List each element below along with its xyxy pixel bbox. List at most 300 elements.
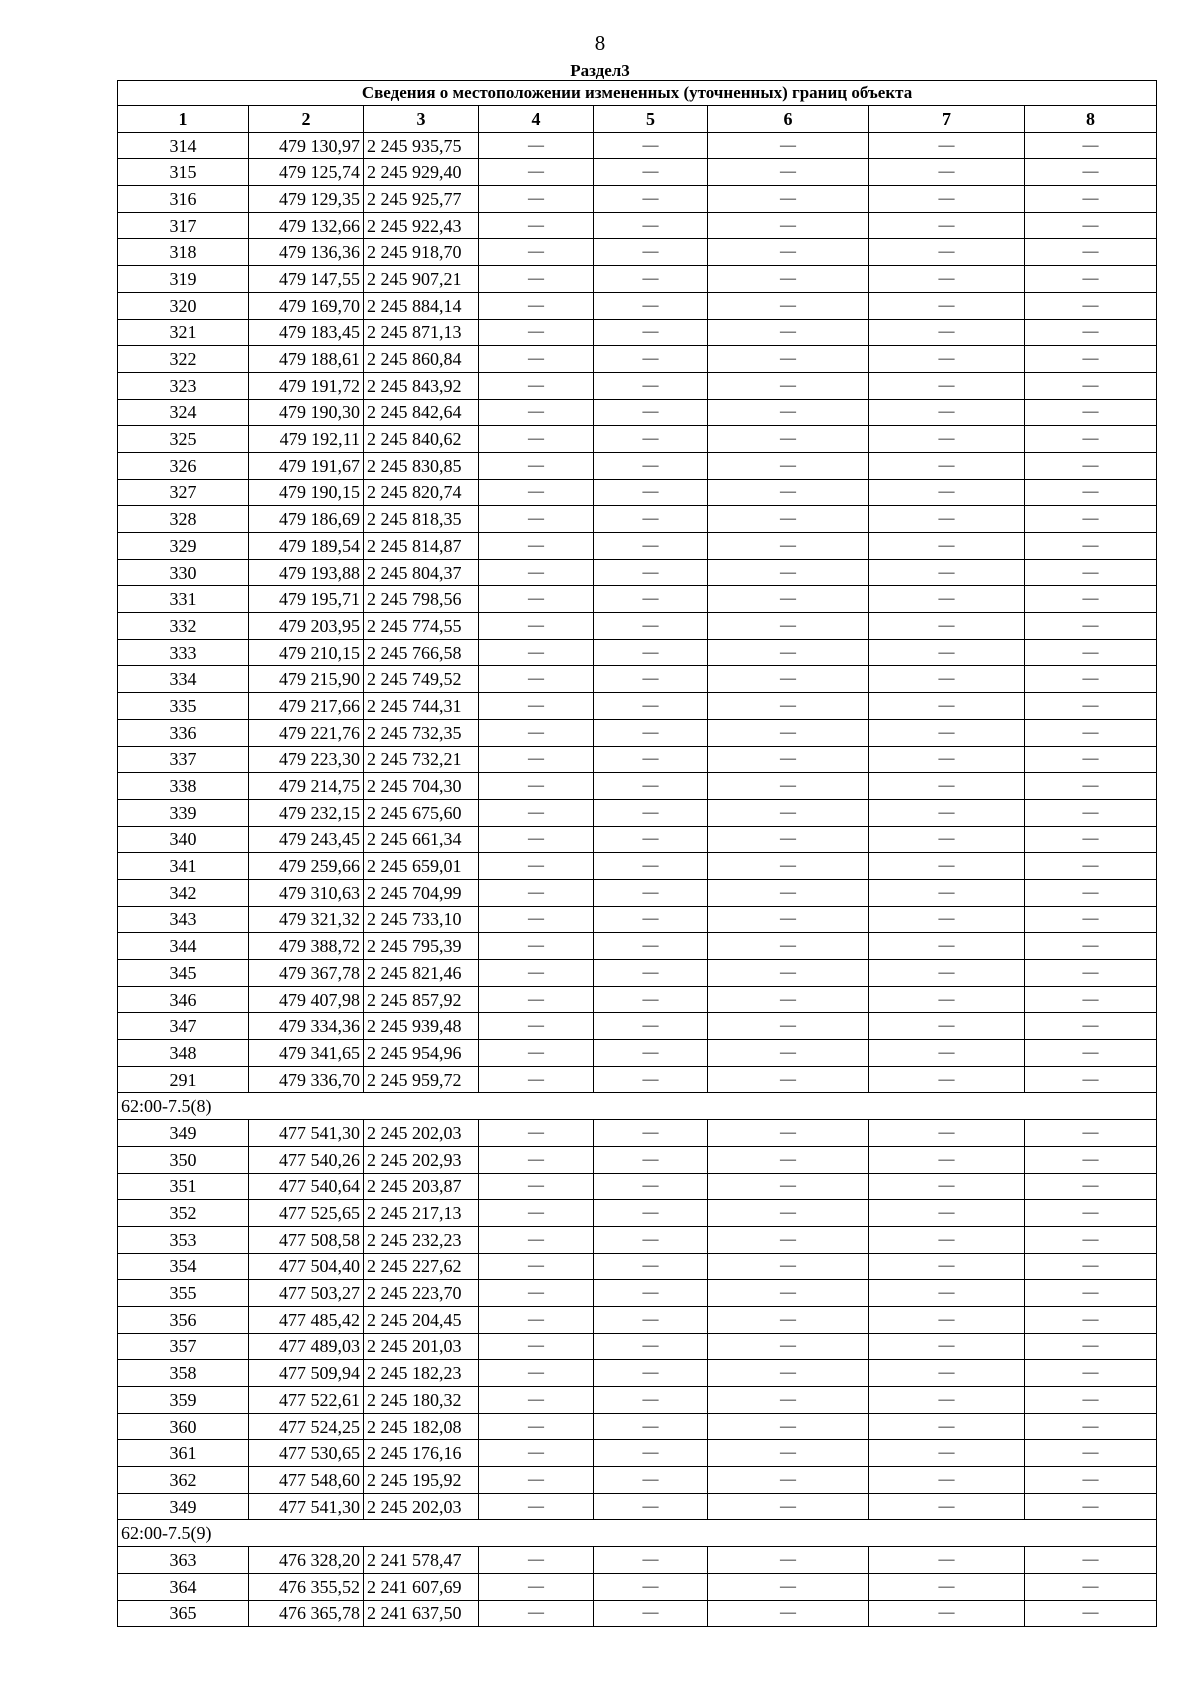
empty-dash-cell: — bbox=[479, 1600, 594, 1627]
empty-dash-cell: — bbox=[708, 693, 869, 720]
empty-dash-cell: — bbox=[708, 1493, 869, 1520]
empty-dash-cell: — bbox=[869, 186, 1025, 213]
table-row bbox=[118, 506, 1157, 533]
table-row bbox=[118, 1573, 1157, 1600]
empty-dash-cell: — bbox=[1025, 1226, 1157, 1253]
empty-dash-cell: — bbox=[479, 719, 594, 746]
x-coordinate-cell: 479 367,78 bbox=[249, 960, 364, 987]
x-coordinate-cell: 477 541,30 bbox=[249, 1493, 364, 1520]
y-coordinate-cell: 2 245 798,56 bbox=[364, 586, 479, 613]
empty-dash-cell: — bbox=[594, 1360, 708, 1387]
empty-dash-cell: — bbox=[1025, 533, 1157, 560]
y-coordinate-cell: 2 245 204,45 bbox=[364, 1306, 479, 1333]
empty-dash-cell: — bbox=[1025, 693, 1157, 720]
point-number-cell: 342 bbox=[118, 879, 249, 906]
y-coordinate-cell: 2 245 884,14 bbox=[364, 292, 479, 319]
point-number-cell: 332 bbox=[118, 613, 249, 640]
point-number-cell: 345 bbox=[118, 960, 249, 987]
empty-dash-cell: — bbox=[594, 399, 708, 426]
empty-dash-cell: — bbox=[594, 1573, 708, 1600]
empty-dash-cell: — bbox=[479, 452, 594, 479]
empty-dash-cell: — bbox=[479, 853, 594, 880]
point-number-cell: 343 bbox=[118, 906, 249, 933]
empty-dash-cell: — bbox=[869, 639, 1025, 666]
empty-dash-cell: — bbox=[1025, 1120, 1157, 1147]
empty-dash-cell: — bbox=[479, 1387, 594, 1414]
empty-dash-cell: — bbox=[869, 452, 1025, 479]
empty-dash-cell: — bbox=[479, 1440, 594, 1467]
empty-dash-cell: — bbox=[594, 1440, 708, 1467]
x-coordinate-cell: 479 183,45 bbox=[249, 319, 364, 346]
empty-dash-cell: — bbox=[869, 426, 1025, 453]
x-coordinate-cell: 477 485,42 bbox=[249, 1306, 364, 1333]
empty-dash-cell: — bbox=[594, 1200, 708, 1227]
empty-dash-cell: — bbox=[594, 452, 708, 479]
empty-dash-cell: — bbox=[1025, 639, 1157, 666]
x-coordinate-cell: 476 328,20 bbox=[249, 1547, 364, 1574]
empty-dash-cell: — bbox=[1025, 452, 1157, 479]
empty-dash-cell: — bbox=[479, 1146, 594, 1173]
y-coordinate-cell: 2 245 918,70 bbox=[364, 239, 479, 266]
x-coordinate-cell: 479 334,36 bbox=[249, 1013, 364, 1040]
empty-dash-cell: — bbox=[869, 1467, 1025, 1494]
point-number-cell: 359 bbox=[118, 1387, 249, 1414]
empty-dash-cell: — bbox=[708, 613, 869, 640]
empty-dash-cell: — bbox=[594, 1387, 708, 1414]
page-number: 8 bbox=[594, 31, 606, 55]
empty-dash-cell: — bbox=[708, 533, 869, 560]
x-coordinate-cell: 479 130,97 bbox=[249, 132, 364, 159]
empty-dash-cell: — bbox=[1025, 372, 1157, 399]
empty-dash-cell: — bbox=[869, 1440, 1025, 1467]
empty-dash-cell: — bbox=[1025, 1440, 1157, 1467]
x-coordinate-cell: 477 509,94 bbox=[249, 1360, 364, 1387]
empty-dash-cell: — bbox=[479, 239, 594, 266]
empty-dash-cell: — bbox=[869, 372, 1025, 399]
empty-dash-cell: — bbox=[1025, 1200, 1157, 1227]
empty-dash-cell: — bbox=[708, 1547, 869, 1574]
empty-dash-cell: — bbox=[1025, 986, 1157, 1013]
empty-dash-cell: — bbox=[1025, 1013, 1157, 1040]
empty-dash-cell: — bbox=[479, 613, 594, 640]
empty-dash-cell: — bbox=[594, 826, 708, 853]
point-number-cell: 357 bbox=[118, 1333, 249, 1360]
empty-dash-cell: — bbox=[594, 506, 708, 533]
empty-dash-cell: — bbox=[1025, 159, 1157, 186]
empty-dash-cell: — bbox=[479, 1306, 594, 1333]
empty-dash-cell: — bbox=[708, 666, 869, 693]
empty-dash-cell: — bbox=[869, 132, 1025, 159]
empty-dash-cell: — bbox=[479, 292, 594, 319]
empty-dash-cell: — bbox=[708, 1226, 869, 1253]
point-number-cell: 325 bbox=[118, 426, 249, 453]
y-coordinate-cell: 2 245 774,55 bbox=[364, 613, 479, 640]
empty-dash-cell: — bbox=[869, 960, 1025, 987]
y-coordinate-cell: 2 245 675,60 bbox=[364, 799, 479, 826]
empty-dash-cell: — bbox=[479, 132, 594, 159]
empty-dash-cell: — bbox=[479, 1253, 594, 1280]
empty-dash-cell: — bbox=[1025, 746, 1157, 773]
empty-dash-cell: — bbox=[479, 159, 594, 186]
empty-dash-cell: — bbox=[1025, 826, 1157, 853]
y-coordinate-cell: 2 245 860,84 bbox=[364, 346, 479, 373]
y-coordinate-cell: 2 245 704,99 bbox=[364, 879, 479, 906]
table-row bbox=[118, 479, 1157, 506]
table-row bbox=[118, 292, 1157, 319]
empty-dash-cell: — bbox=[708, 799, 869, 826]
empty-dash-cell: — bbox=[869, 292, 1025, 319]
empty-dash-cell: — bbox=[1025, 1253, 1157, 1280]
point-number-cell: 318 bbox=[118, 239, 249, 266]
empty-dash-cell: — bbox=[869, 319, 1025, 346]
table-row bbox=[118, 1360, 1157, 1387]
table-row bbox=[118, 1387, 1157, 1414]
empty-dash-cell: — bbox=[594, 1547, 708, 1574]
empty-dash-cell: — bbox=[594, 1306, 708, 1333]
empty-dash-cell: — bbox=[708, 132, 869, 159]
point-number-cell: 328 bbox=[118, 506, 249, 533]
empty-dash-cell: — bbox=[479, 1573, 594, 1600]
point-number-cell: 364 bbox=[118, 1573, 249, 1600]
point-number-cell: 323 bbox=[118, 372, 249, 399]
empty-dash-cell: — bbox=[479, 586, 594, 613]
table-row bbox=[118, 773, 1157, 800]
empty-dash-cell: — bbox=[869, 1146, 1025, 1173]
empty-dash-cell: — bbox=[1025, 1040, 1157, 1067]
table-row bbox=[118, 559, 1157, 586]
column-header: 4 bbox=[479, 106, 594, 133]
empty-dash-cell: — bbox=[869, 1120, 1025, 1147]
empty-dash-cell: — bbox=[594, 1226, 708, 1253]
point-number-cell: 356 bbox=[118, 1306, 249, 1333]
table-row bbox=[118, 1066, 1157, 1093]
empty-dash-cell: — bbox=[479, 906, 594, 933]
point-number-cell: 337 bbox=[118, 746, 249, 773]
empty-dash-cell: — bbox=[594, 799, 708, 826]
empty-dash-cell: — bbox=[708, 1120, 869, 1147]
x-coordinate-cell: 477 548,60 bbox=[249, 1467, 364, 1494]
empty-dash-cell: — bbox=[594, 879, 708, 906]
column-header: 2 bbox=[249, 106, 364, 133]
x-coordinate-cell: 479 214,75 bbox=[249, 773, 364, 800]
empty-dash-cell: — bbox=[1025, 773, 1157, 800]
empty-dash-cell: — bbox=[594, 479, 708, 506]
empty-dash-cell: — bbox=[708, 1360, 869, 1387]
x-coordinate-cell: 477 540,26 bbox=[249, 1146, 364, 1173]
table-row bbox=[118, 1146, 1157, 1173]
empty-dash-cell: — bbox=[479, 986, 594, 1013]
empty-dash-cell: — bbox=[708, 1146, 869, 1173]
x-coordinate-cell: 479 132,66 bbox=[249, 212, 364, 239]
empty-dash-cell: — bbox=[708, 1013, 869, 1040]
empty-dash-cell: — bbox=[479, 933, 594, 960]
x-coordinate-cell: 479 125,74 bbox=[249, 159, 364, 186]
empty-dash-cell: — bbox=[869, 1333, 1025, 1360]
point-number-cell: 361 bbox=[118, 1440, 249, 1467]
column-header: 1 bbox=[118, 106, 249, 133]
y-coordinate-cell: 2 245 182,23 bbox=[364, 1360, 479, 1387]
x-coordinate-cell: 479 388,72 bbox=[249, 933, 364, 960]
x-coordinate-cell: 479 232,15 bbox=[249, 799, 364, 826]
empty-dash-cell: — bbox=[869, 719, 1025, 746]
table-row bbox=[118, 613, 1157, 640]
group-label: 62:00-7.5(8) bbox=[118, 1093, 1157, 1120]
empty-dash-cell: — bbox=[1025, 960, 1157, 987]
empty-dash-cell: — bbox=[479, 1040, 594, 1067]
empty-dash-cell: — bbox=[594, 613, 708, 640]
table-row bbox=[118, 346, 1157, 373]
x-coordinate-cell: 479 243,45 bbox=[249, 826, 364, 853]
empty-dash-cell: — bbox=[594, 1333, 708, 1360]
empty-dash-cell: — bbox=[869, 799, 1025, 826]
table-row bbox=[118, 319, 1157, 346]
x-coordinate-cell: 477 522,61 bbox=[249, 1387, 364, 1414]
point-number-cell: 360 bbox=[118, 1413, 249, 1440]
empty-dash-cell: — bbox=[869, 986, 1025, 1013]
y-coordinate-cell: 2 245 935,75 bbox=[364, 132, 479, 159]
empty-dash-cell: — bbox=[869, 1280, 1025, 1307]
x-coordinate-cell: 479 136,36 bbox=[249, 239, 364, 266]
empty-dash-cell: — bbox=[594, 159, 708, 186]
table-row bbox=[118, 986, 1157, 1013]
point-number-cell: 347 bbox=[118, 1013, 249, 1040]
y-coordinate-cell: 2 245 959,72 bbox=[364, 1066, 479, 1093]
empty-dash-cell: — bbox=[869, 773, 1025, 800]
empty-dash-cell: — bbox=[1025, 1173, 1157, 1200]
table-row bbox=[118, 639, 1157, 666]
y-coordinate-cell: 2 245 840,62 bbox=[364, 426, 479, 453]
empty-dash-cell: — bbox=[1025, 1333, 1157, 1360]
empty-dash-cell: — bbox=[594, 1413, 708, 1440]
empty-dash-cell: — bbox=[869, 533, 1025, 560]
table-row bbox=[118, 853, 1157, 880]
x-coordinate-cell: 479 221,76 bbox=[249, 719, 364, 746]
empty-dash-cell: — bbox=[869, 399, 1025, 426]
x-coordinate-cell: 477 503,27 bbox=[249, 1280, 364, 1307]
table-row bbox=[118, 693, 1157, 720]
empty-dash-cell: — bbox=[479, 1066, 594, 1093]
empty-dash-cell: — bbox=[708, 186, 869, 213]
table-row bbox=[118, 426, 1157, 453]
empty-dash-cell: — bbox=[708, 906, 869, 933]
point-number-cell: 348 bbox=[118, 1040, 249, 1067]
table-row bbox=[118, 399, 1157, 426]
empty-dash-cell: — bbox=[869, 1066, 1025, 1093]
empty-dash-cell: — bbox=[594, 986, 708, 1013]
point-number-cell: 346 bbox=[118, 986, 249, 1013]
point-number-cell: 331 bbox=[118, 586, 249, 613]
empty-dash-cell: — bbox=[1025, 799, 1157, 826]
empty-dash-cell: — bbox=[594, 719, 708, 746]
empty-dash-cell: — bbox=[869, 1387, 1025, 1414]
y-coordinate-cell: 2 245 939,48 bbox=[364, 1013, 479, 1040]
table-row bbox=[118, 879, 1157, 906]
empty-dash-cell: — bbox=[479, 1226, 594, 1253]
empty-dash-cell: — bbox=[708, 746, 869, 773]
empty-dash-cell: — bbox=[1025, 1413, 1157, 1440]
x-coordinate-cell: 479 188,61 bbox=[249, 346, 364, 373]
empty-dash-cell: — bbox=[594, 693, 708, 720]
y-coordinate-cell: 2 245 202,03 bbox=[364, 1493, 479, 1520]
y-coordinate-cell: 2 245 661,34 bbox=[364, 826, 479, 853]
y-coordinate-cell: 2 245 232,23 bbox=[364, 1226, 479, 1253]
empty-dash-cell: — bbox=[708, 586, 869, 613]
empty-dash-cell: — bbox=[594, 1040, 708, 1067]
point-number-cell: 322 bbox=[118, 346, 249, 373]
empty-dash-cell: — bbox=[1025, 613, 1157, 640]
empty-dash-cell: — bbox=[869, 586, 1025, 613]
empty-dash-cell: — bbox=[869, 479, 1025, 506]
empty-dash-cell: — bbox=[1025, 479, 1157, 506]
empty-dash-cell: — bbox=[594, 853, 708, 880]
table-row bbox=[118, 1253, 1157, 1280]
empty-dash-cell: — bbox=[594, 1600, 708, 1627]
empty-dash-cell: — bbox=[594, 1120, 708, 1147]
empty-dash-cell: — bbox=[708, 479, 869, 506]
empty-dash-cell: — bbox=[869, 666, 1025, 693]
x-coordinate-cell: 479 191,67 bbox=[249, 452, 364, 479]
point-number-cell: 339 bbox=[118, 799, 249, 826]
empty-dash-cell: — bbox=[479, 479, 594, 506]
table-row bbox=[118, 826, 1157, 853]
table-row bbox=[118, 186, 1157, 213]
y-coordinate-cell: 2 245 871,13 bbox=[364, 319, 479, 346]
y-coordinate-cell: 2 245 744,31 bbox=[364, 693, 479, 720]
empty-dash-cell: — bbox=[594, 319, 708, 346]
y-coordinate-cell: 2 245 766,58 bbox=[364, 639, 479, 666]
group-label: 62:00-7.5(9) bbox=[118, 1520, 1157, 1547]
point-number-cell: 291 bbox=[118, 1066, 249, 1093]
table-row bbox=[118, 1306, 1157, 1333]
empty-dash-cell: — bbox=[869, 346, 1025, 373]
x-coordinate-cell: 479 223,30 bbox=[249, 746, 364, 773]
x-coordinate-cell: 479 407,98 bbox=[249, 986, 364, 1013]
table-row bbox=[118, 266, 1157, 293]
y-coordinate-cell: 2 245 820,74 bbox=[364, 479, 479, 506]
table-row bbox=[118, 933, 1157, 960]
y-coordinate-cell: 2 245 954,96 bbox=[364, 1040, 479, 1067]
empty-dash-cell: — bbox=[594, 906, 708, 933]
x-coordinate-cell: 479 193,88 bbox=[249, 559, 364, 586]
point-number-cell: 352 bbox=[118, 1200, 249, 1227]
empty-dash-cell: — bbox=[1025, 933, 1157, 960]
empty-dash-cell: — bbox=[594, 666, 708, 693]
y-coordinate-cell: 2 241 607,69 bbox=[364, 1573, 479, 1600]
table-caption: Сведения о местоположении измененных (уточненных) границ объекта bbox=[118, 81, 1157, 106]
point-number-cell: 353 bbox=[118, 1226, 249, 1253]
empty-dash-cell: — bbox=[479, 533, 594, 560]
point-number-cell: 333 bbox=[118, 639, 249, 666]
point-number-cell: 329 bbox=[118, 533, 249, 560]
y-coordinate-cell: 2 245 922,43 bbox=[364, 212, 479, 239]
empty-dash-cell: — bbox=[869, 1253, 1025, 1280]
empty-dash-cell: — bbox=[479, 1120, 594, 1147]
empty-dash-cell: — bbox=[594, 372, 708, 399]
x-coordinate-cell: 479 186,69 bbox=[249, 506, 364, 533]
x-coordinate-cell: 477 541,30 bbox=[249, 1120, 364, 1147]
y-coordinate-cell: 2 245 749,52 bbox=[364, 666, 479, 693]
empty-dash-cell: — bbox=[708, 1280, 869, 1307]
column-header: 5 bbox=[594, 106, 708, 133]
empty-dash-cell: — bbox=[708, 933, 869, 960]
y-coordinate-cell: 2 245 202,93 bbox=[364, 1146, 479, 1173]
empty-dash-cell: — bbox=[708, 212, 869, 239]
empty-dash-cell: — bbox=[869, 1013, 1025, 1040]
empty-dash-cell: — bbox=[869, 266, 1025, 293]
empty-dash-cell: — bbox=[479, 1333, 594, 1360]
x-coordinate-cell: 477 504,40 bbox=[249, 1253, 364, 1280]
point-number-cell: 351 bbox=[118, 1173, 249, 1200]
column-header-row bbox=[118, 106, 1157, 133]
empty-dash-cell: — bbox=[1025, 1306, 1157, 1333]
empty-dash-cell: — bbox=[594, 1467, 708, 1494]
empty-dash-cell: — bbox=[1025, 906, 1157, 933]
empty-dash-cell: — bbox=[708, 426, 869, 453]
empty-dash-cell: — bbox=[479, 212, 594, 239]
empty-dash-cell: — bbox=[594, 132, 708, 159]
point-number-cell: 354 bbox=[118, 1253, 249, 1280]
empty-dash-cell: — bbox=[708, 506, 869, 533]
point-number-cell: 324 bbox=[118, 399, 249, 426]
table-row bbox=[118, 906, 1157, 933]
empty-dash-cell: — bbox=[869, 212, 1025, 239]
point-number-cell: 327 bbox=[118, 479, 249, 506]
empty-dash-cell: — bbox=[1025, 879, 1157, 906]
empty-dash-cell: — bbox=[708, 159, 869, 186]
y-coordinate-cell: 2 245 201,03 bbox=[364, 1333, 479, 1360]
empty-dash-cell: — bbox=[869, 1493, 1025, 1520]
x-coordinate-cell: 477 530,65 bbox=[249, 1440, 364, 1467]
empty-dash-cell: — bbox=[594, 1493, 708, 1520]
table-row bbox=[118, 1467, 1157, 1494]
empty-dash-cell: — bbox=[1025, 212, 1157, 239]
x-coordinate-cell: 479 192,11 bbox=[249, 426, 364, 453]
empty-dash-cell: — bbox=[479, 799, 594, 826]
empty-dash-cell: — bbox=[708, 292, 869, 319]
empty-dash-cell: — bbox=[1025, 319, 1157, 346]
empty-dash-cell: — bbox=[708, 1333, 869, 1360]
empty-dash-cell: — bbox=[869, 906, 1025, 933]
table-row bbox=[118, 159, 1157, 186]
point-number-cell: 358 bbox=[118, 1360, 249, 1387]
empty-dash-cell: — bbox=[594, 239, 708, 266]
empty-dash-cell: — bbox=[479, 372, 594, 399]
point-number-cell: 334 bbox=[118, 666, 249, 693]
empty-dash-cell: — bbox=[479, 826, 594, 853]
empty-dash-cell: — bbox=[869, 1173, 1025, 1200]
empty-dash-cell: — bbox=[1025, 292, 1157, 319]
empty-dash-cell: — bbox=[708, 986, 869, 1013]
table-row bbox=[118, 1333, 1157, 1360]
empty-dash-cell: — bbox=[479, 1467, 594, 1494]
x-coordinate-cell: 477 525,65 bbox=[249, 1200, 364, 1227]
x-coordinate-cell: 477 489,03 bbox=[249, 1333, 364, 1360]
point-number-cell: 344 bbox=[118, 933, 249, 960]
y-coordinate-cell: 2 245 227,62 bbox=[364, 1253, 479, 1280]
empty-dash-cell: — bbox=[708, 1066, 869, 1093]
empty-dash-cell: — bbox=[1025, 719, 1157, 746]
empty-dash-cell: — bbox=[479, 319, 594, 346]
empty-dash-cell: — bbox=[869, 1360, 1025, 1387]
empty-dash-cell: — bbox=[594, 1066, 708, 1093]
empty-dash-cell: — bbox=[1025, 186, 1157, 213]
empty-dash-cell: — bbox=[869, 1600, 1025, 1627]
empty-dash-cell: — bbox=[1025, 1493, 1157, 1520]
empty-dash-cell: — bbox=[708, 1600, 869, 1627]
empty-dash-cell: — bbox=[479, 346, 594, 373]
table-row bbox=[118, 1493, 1157, 1520]
empty-dash-cell: — bbox=[594, 1280, 708, 1307]
